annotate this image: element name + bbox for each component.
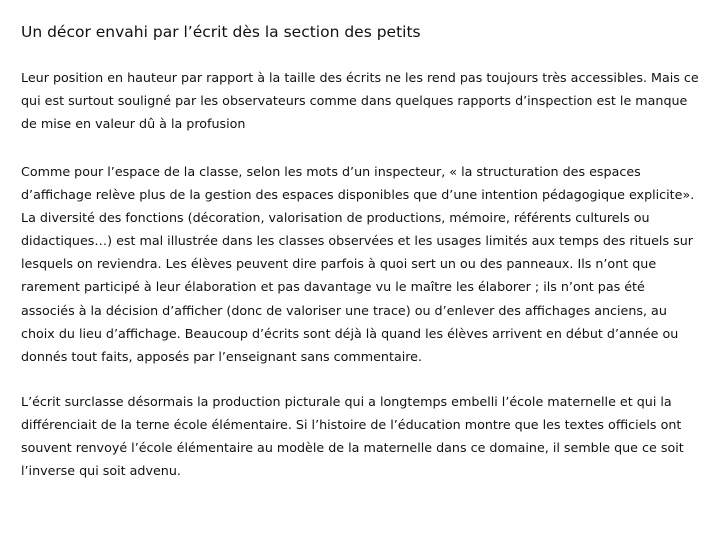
paragraph-3: L’écrit surclasse désormais la production picturale qui a longtemps embelli l’école maternelle et qui la différenciait de la terne école élémentaire. Si l’histoire de l’éducation montre que les textes officiels ont souvent renvoyé l’école élémentaire au modèle de la maternelle dans ce domaine, il semble que ce soit l’inverse qui soit advenu. (21, 394, 684, 479)
paragraph-2: Comme pour l’espace de la classe, selon les mots d’un inspecteur, « la structuration des espaces d’affichage relève plus de la gestion des espaces disponibles que d’une intention pédagogique explicite». La diversité des fonctions (décoration, valorisation de productions, mémoire, référents culturels ou didactiques…) est mal illustrée dans les classes observées et les usages limités aux temps des rituels sur lesquels on reviendra. Les élèves peuvent dire parfois à quoi sert un ou des panneaux. Ils n’ont que rarement participé à leur élaboration et pas davantage vu le maître les élaborer ; ils n’ont pas été associés à la décision d’afficher (donc de valoriser une trace) ou d’enlever des affichages anciens, au choix du lieu d’affichage. Beaucoup d’écrits sont déjà là quand les élèves arrivent en début d’année ou donnés tout faits, apposés par l’enseignant sans commentaire. (21, 164, 695, 364)
slide-title: Un décor envahi par l’écrit dès la section des petits (21, 23, 421, 41)
paragraph-1: Leur position en hauteur par rapport à la taille des écrits ne les rend pas toujours très accessibles. Mais ce qui est surtout souligné par les observateurs comme dans quelques rapports d’inspection est le manque de mise en valeur dû à la profusion (21, 70, 699, 132)
